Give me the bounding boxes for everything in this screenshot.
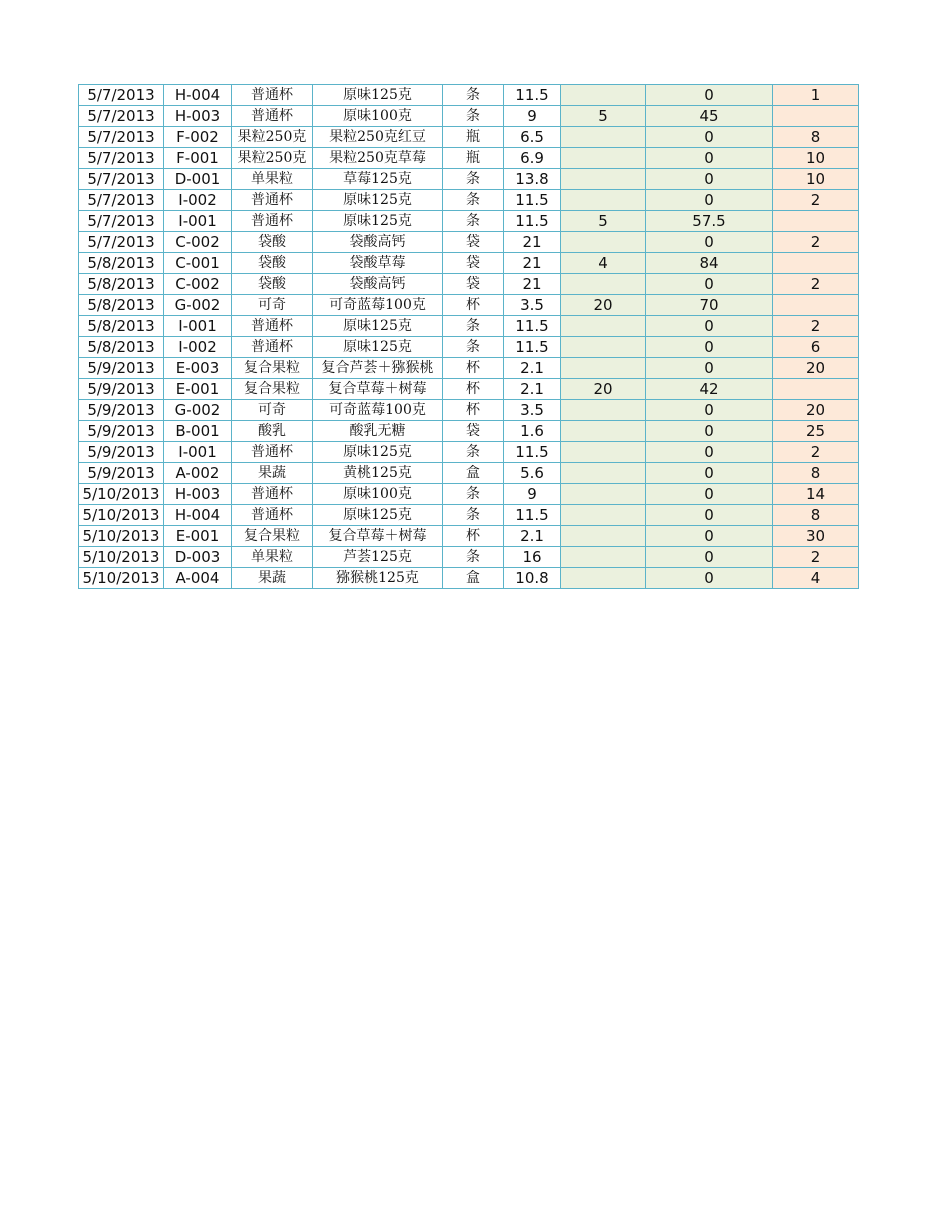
category-cell[interactable]: 普通杯 [232, 85, 313, 106]
amount-cell[interactable]: 57.5 [646, 211, 773, 232]
table-row [79, 253, 859, 274]
product-cell[interactable]: 原味125克 [313, 337, 443, 358]
unit-cell[interactable]: 袋 [443, 421, 504, 442]
category-cell[interactable]: 普通杯 [232, 211, 313, 232]
price-cell[interactable]: 2.1 [504, 526, 561, 547]
quantity-cell[interactable] [561, 232, 646, 253]
stock-cell[interactable]: 20 [773, 358, 859, 379]
quantity-cell[interactable] [561, 316, 646, 337]
price-cell[interactable]: 13.8 [504, 169, 561, 190]
stock-cell[interactable]: 10 [773, 169, 859, 190]
amount-cell[interactable]: 0 [646, 484, 773, 505]
product-cell[interactable]: 原味125克 [313, 505, 443, 526]
code-cell[interactable]: I-002 [164, 190, 232, 211]
product-cell[interactable]: 草莓125克 [313, 169, 443, 190]
category-cell[interactable]: 果蔬 [232, 463, 313, 484]
category-cell[interactable]: 单果粒 [232, 169, 313, 190]
price-cell[interactable]: 5.6 [504, 463, 561, 484]
date-cell[interactable]: 5/7/2013 [79, 127, 164, 148]
unit-cell[interactable]: 瓶 [443, 148, 504, 169]
quantity-cell[interactable] [561, 400, 646, 421]
unit-cell[interactable]: 杯 [443, 400, 504, 421]
stock-cell[interactable]: 4 [773, 568, 859, 589]
price-cell[interactable]: 11.5 [504, 211, 561, 232]
price-cell[interactable]: 2.1 [504, 379, 561, 400]
table-row [79, 169, 859, 190]
amount-cell[interactable]: 0 [646, 463, 773, 484]
category-cell[interactable]: 普通杯 [232, 505, 313, 526]
quantity-cell[interactable]: 4 [561, 253, 646, 274]
stock-cell[interactable]: 10 [773, 148, 859, 169]
unit-cell[interactable]: 条 [443, 484, 504, 505]
quantity-cell[interactable]: 5 [561, 211, 646, 232]
date-cell[interactable]: 5/8/2013 [79, 295, 164, 316]
date-cell[interactable]: 5/9/2013 [79, 421, 164, 442]
category-cell[interactable]: 普通杯 [232, 337, 313, 358]
unit-cell[interactable]: 条 [443, 85, 504, 106]
price-cell[interactable]: 6.9 [504, 148, 561, 169]
unit-cell[interactable]: 条 [443, 190, 504, 211]
product-cell[interactable]: 酸乳无糖 [313, 421, 443, 442]
product-cell[interactable]: 袋酸草莓 [313, 253, 443, 274]
amount-cell[interactable]: 70 [646, 295, 773, 316]
amount-cell[interactable]: 0 [646, 442, 773, 463]
quantity-cell[interactable] [561, 442, 646, 463]
price-cell[interactable]: 21 [504, 253, 561, 274]
product-cell[interactable]: 复合芦荟＋猕猴桃 [313, 358, 443, 379]
category-cell[interactable]: 复合果粒 [232, 358, 313, 379]
stock-cell[interactable] [773, 379, 859, 400]
amount-cell[interactable]: 45 [646, 106, 773, 127]
code-cell[interactable]: E-003 [164, 358, 232, 379]
date-cell[interactable]: 5/9/2013 [79, 358, 164, 379]
category-cell[interactable]: 普通杯 [232, 442, 313, 463]
price-cell[interactable]: 9 [504, 106, 561, 127]
category-cell[interactable]: 复合果粒 [232, 526, 313, 547]
quantity-cell[interactable] [561, 526, 646, 547]
category-cell[interactable]: 普通杯 [232, 106, 313, 127]
date-cell[interactable]: 5/8/2013 [79, 253, 164, 274]
code-cell[interactable]: G-002 [164, 295, 232, 316]
price-cell[interactable]: 2.1 [504, 358, 561, 379]
category-cell[interactable]: 可奇 [232, 295, 313, 316]
date-cell[interactable]: 5/7/2013 [79, 211, 164, 232]
date-cell[interactable]: 5/8/2013 [79, 337, 164, 358]
date-cell[interactable]: 5/7/2013 [79, 232, 164, 253]
date-cell[interactable]: 5/8/2013 [79, 274, 164, 295]
code-cell[interactable]: H-003 [164, 106, 232, 127]
price-cell[interactable]: 11.5 [504, 85, 561, 106]
stock-cell[interactable]: 30 [773, 526, 859, 547]
category-cell[interactable]: 果粒250克 [232, 148, 313, 169]
code-cell[interactable]: B-001 [164, 421, 232, 442]
stock-cell[interactable]: 25 [773, 421, 859, 442]
stock-cell[interactable]: 8 [773, 505, 859, 526]
table-row [79, 232, 859, 253]
price-cell[interactable]: 1.6 [504, 421, 561, 442]
quantity-cell[interactable] [561, 463, 646, 484]
price-cell[interactable]: 3.5 [504, 400, 561, 421]
code-cell[interactable]: D-001 [164, 169, 232, 190]
category-cell[interactable]: 可奇 [232, 400, 313, 421]
amount-cell[interactable]: 84 [646, 253, 773, 274]
product-cell[interactable]: 原味125克 [313, 211, 443, 232]
price-cell[interactable]: 11.5 [504, 442, 561, 463]
table-row [79, 106, 859, 127]
stock-cell[interactable]: 2 [773, 190, 859, 211]
category-cell[interactable]: 普通杯 [232, 190, 313, 211]
stock-cell[interactable]: 6 [773, 337, 859, 358]
code-cell[interactable]: D-003 [164, 547, 232, 568]
amount-cell[interactable]: 0 [646, 169, 773, 190]
unit-cell[interactable]: 条 [443, 505, 504, 526]
product-cell[interactable]: 原味100克 [313, 484, 443, 505]
code-cell[interactable]: I-001 [164, 211, 232, 232]
code-cell[interactable]: C-001 [164, 253, 232, 274]
price-cell[interactable]: 11.5 [504, 337, 561, 358]
date-cell[interactable]: 5/9/2013 [79, 442, 164, 463]
table-row [79, 400, 859, 421]
product-cell[interactable]: 复合草莓＋树莓 [313, 379, 443, 400]
price-cell[interactable]: 9 [504, 484, 561, 505]
stock-cell[interactable]: 8 [773, 463, 859, 484]
unit-cell[interactable]: 杯 [443, 358, 504, 379]
table-row [79, 505, 859, 526]
stock-cell[interactable]: 8 [773, 127, 859, 148]
code-cell[interactable]: I-001 [164, 316, 232, 337]
price-cell[interactable]: 21 [504, 274, 561, 295]
date-cell[interactable]: 5/9/2013 [79, 463, 164, 484]
stock-cell[interactable] [773, 211, 859, 232]
price-cell[interactable]: 11.5 [504, 505, 561, 526]
table-row [79, 547, 859, 568]
code-cell[interactable]: H-004 [164, 505, 232, 526]
category-cell[interactable]: 普通杯 [232, 316, 313, 337]
quantity-cell[interactable] [561, 148, 646, 169]
unit-cell[interactable]: 条 [443, 547, 504, 568]
unit-cell[interactable]: 瓶 [443, 127, 504, 148]
unit-cell[interactable]: 条 [443, 211, 504, 232]
date-cell[interactable]: 5/7/2013 [79, 169, 164, 190]
code-cell[interactable]: G-002 [164, 400, 232, 421]
unit-cell[interactable]: 条 [443, 337, 504, 358]
amount-cell[interactable]: 0 [646, 568, 773, 589]
code-cell[interactable]: F-001 [164, 148, 232, 169]
amount-cell[interactable]: 0 [646, 505, 773, 526]
unit-cell[interactable]: 杯 [443, 526, 504, 547]
category-cell[interactable]: 果蔬 [232, 568, 313, 589]
code-cell[interactable]: I-001 [164, 442, 232, 463]
product-cell[interactable]: 可奇蓝莓100克 [313, 295, 443, 316]
table-row [79, 568, 859, 589]
date-cell[interactable]: 5/7/2013 [79, 106, 164, 127]
category-cell[interactable]: 袋酸 [232, 274, 313, 295]
quantity-cell[interactable] [561, 568, 646, 589]
table-row [79, 358, 859, 379]
stock-cell[interactable]: 1 [773, 85, 859, 106]
amount-cell[interactable]: 0 [646, 190, 773, 211]
table-row [79, 85, 859, 106]
quantity-cell[interactable] [561, 337, 646, 358]
stock-cell[interactable]: 2 [773, 274, 859, 295]
amount-cell[interactable]: 0 [646, 421, 773, 442]
amount-cell[interactable]: 0 [646, 400, 773, 421]
table-row [79, 526, 859, 547]
table-row [79, 337, 859, 358]
code-cell[interactable]: E-001 [164, 379, 232, 400]
code-cell[interactable]: C-002 [164, 274, 232, 295]
quantity-cell[interactable]: 5 [561, 106, 646, 127]
amount-cell[interactable]: 42 [646, 379, 773, 400]
table-row [79, 484, 859, 505]
date-cell[interactable]: 5/10/2013 [79, 505, 164, 526]
table-row [79, 421, 859, 442]
category-cell[interactable]: 果粒250克 [232, 127, 313, 148]
category-cell[interactable]: 袋酸 [232, 232, 313, 253]
quantity-cell[interactable] [561, 85, 646, 106]
unit-cell[interactable]: 杯 [443, 379, 504, 400]
code-cell[interactable]: H-003 [164, 484, 232, 505]
quantity-cell[interactable] [561, 484, 646, 505]
date-cell[interactable]: 5/10/2013 [79, 526, 164, 547]
quantity-cell[interactable] [561, 127, 646, 148]
amount-cell[interactable]: 0 [646, 232, 773, 253]
table-row [79, 316, 859, 337]
category-cell[interactable]: 袋酸 [232, 253, 313, 274]
amount-cell[interactable]: 0 [646, 316, 773, 337]
amount-cell[interactable]: 0 [646, 337, 773, 358]
date-cell[interactable]: 5/7/2013 [79, 190, 164, 211]
code-cell[interactable]: F-002 [164, 127, 232, 148]
quantity-cell[interactable] [561, 505, 646, 526]
category-cell[interactable]: 单果粒 [232, 547, 313, 568]
quantity-cell[interactable] [561, 190, 646, 211]
product-cell[interactable]: 原味125克 [313, 85, 443, 106]
amount-cell[interactable]: 0 [646, 148, 773, 169]
price-cell[interactable]: 3.5 [504, 295, 561, 316]
stock-cell[interactable] [773, 295, 859, 316]
price-cell[interactable]: 21 [504, 232, 561, 253]
product-cell[interactable]: 原味125克 [313, 190, 443, 211]
table-row [79, 127, 859, 148]
amount-cell[interactable]: 0 [646, 547, 773, 568]
date-cell[interactable]: 5/10/2013 [79, 547, 164, 568]
table-row [79, 295, 859, 316]
price-cell[interactable]: 11.5 [504, 190, 561, 211]
product-cell[interactable]: 复合草莓＋树莓 [313, 526, 443, 547]
product-cell[interactable]: 原味100克 [313, 106, 443, 127]
amount-cell[interactable]: 0 [646, 85, 773, 106]
date-cell[interactable]: 5/7/2013 [79, 148, 164, 169]
product-cell[interactable]: 可奇蓝莓100克 [313, 400, 443, 421]
product-cell[interactable]: 袋酸高钙 [313, 274, 443, 295]
date-cell[interactable]: 5/7/2013 [79, 85, 164, 106]
stock-cell[interactable]: 20 [773, 400, 859, 421]
table-row [79, 274, 859, 295]
code-cell[interactable]: I-002 [164, 337, 232, 358]
date-cell[interactable]: 5/10/2013 [79, 484, 164, 505]
unit-cell[interactable]: 杯 [443, 295, 504, 316]
price-cell[interactable]: 16 [504, 547, 561, 568]
product-cell[interactable]: 猕猴桃125克 [313, 568, 443, 589]
unit-cell[interactable]: 袋 [443, 253, 504, 274]
quantity-cell[interactable]: 20 [561, 379, 646, 400]
amount-cell[interactable]: 0 [646, 358, 773, 379]
table-row [79, 463, 859, 484]
stock-cell[interactable]: 14 [773, 484, 859, 505]
table-row [79, 379, 859, 400]
price-cell[interactable]: 10.8 [504, 568, 561, 589]
table-row [79, 211, 859, 232]
stock-cell[interactable]: 2 [773, 232, 859, 253]
data-table [78, 84, 859, 589]
unit-cell[interactable]: 袋 [443, 274, 504, 295]
stock-cell[interactable]: 2 [773, 442, 859, 463]
unit-cell[interactable]: 盒 [443, 463, 504, 484]
price-cell[interactable]: 11.5 [504, 316, 561, 337]
price-cell[interactable]: 6.5 [504, 127, 561, 148]
code-cell[interactable]: E-001 [164, 526, 232, 547]
code-cell[interactable]: H-004 [164, 85, 232, 106]
stock-cell[interactable]: 2 [773, 316, 859, 337]
stock-cell[interactable] [773, 106, 859, 127]
quantity-cell[interactable] [561, 421, 646, 442]
product-cell[interactable]: 袋酸高钙 [313, 232, 443, 253]
code-cell[interactable]: A-002 [164, 463, 232, 484]
product-cell[interactable]: 原味125克 [313, 442, 443, 463]
product-cell[interactable]: 果粒250克草莓 [313, 148, 443, 169]
stock-cell[interactable]: 2 [773, 547, 859, 568]
category-cell[interactable]: 酸乳 [232, 421, 313, 442]
table-row [79, 190, 859, 211]
quantity-cell[interactable] [561, 358, 646, 379]
quantity-cell[interactable] [561, 547, 646, 568]
table-row [79, 442, 859, 463]
date-cell[interactable]: 5/9/2013 [79, 400, 164, 421]
stock-cell[interactable] [773, 253, 859, 274]
product-cell[interactable]: 芦荟125克 [313, 547, 443, 568]
unit-cell[interactable]: 条 [443, 106, 504, 127]
amount-cell[interactable]: 0 [646, 127, 773, 148]
unit-cell[interactable]: 条 [443, 169, 504, 190]
quantity-cell[interactable] [561, 169, 646, 190]
date-cell[interactable]: 5/8/2013 [79, 316, 164, 337]
product-cell[interactable]: 黄桃125克 [313, 463, 443, 484]
product-cell[interactable]: 原味125克 [313, 316, 443, 337]
quantity-cell[interactable] [561, 274, 646, 295]
category-cell[interactable]: 复合果粒 [232, 379, 313, 400]
amount-cell[interactable]: 0 [646, 274, 773, 295]
code-cell[interactable]: C-002 [164, 232, 232, 253]
table-row [79, 148, 859, 169]
category-cell[interactable]: 普通杯 [232, 484, 313, 505]
table-body [79, 85, 859, 589]
amount-cell[interactable]: 0 [646, 526, 773, 547]
unit-cell[interactable]: 袋 [443, 232, 504, 253]
date-cell[interactable]: 5/10/2013 [79, 568, 164, 589]
unit-cell[interactable]: 盒 [443, 568, 504, 589]
quantity-cell[interactable]: 20 [561, 295, 646, 316]
unit-cell[interactable]: 条 [443, 442, 504, 463]
code-cell[interactable]: A-004 [164, 568, 232, 589]
product-cell[interactable]: 果粒250克红豆 [313, 127, 443, 148]
unit-cell[interactable]: 条 [443, 316, 504, 337]
date-cell[interactable]: 5/9/2013 [79, 379, 164, 400]
